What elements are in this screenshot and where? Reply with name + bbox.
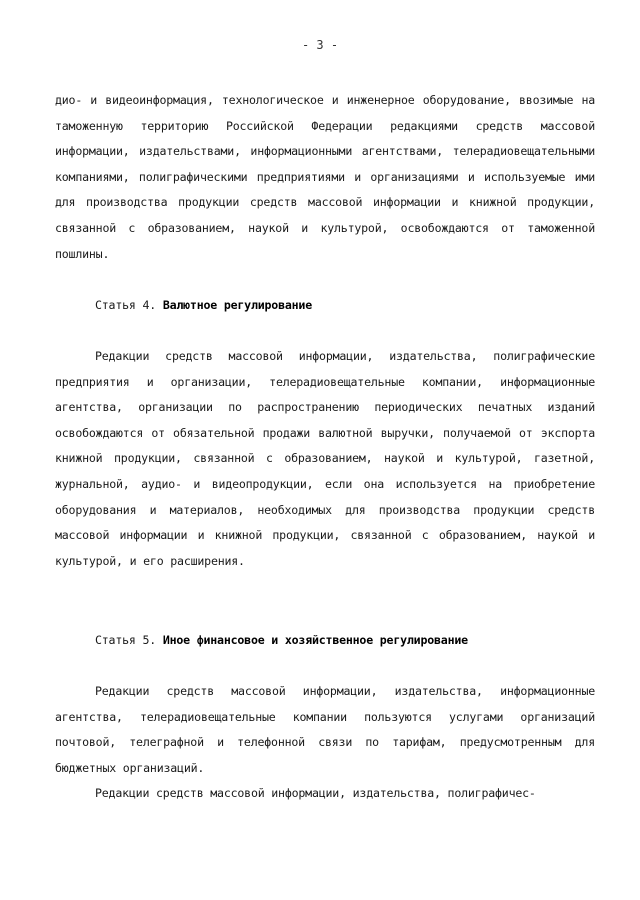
paragraph-text: Редакции средств массовой информации, издательства, полиграфические предприятия и организации, телерадиовещательные компании, информационные агентства, организации по распространению периодических печатных изданий освобождаются от обязательной продажи валютной выручки, получаемой от экспорта книжной продукции, связанной с образованием, наукой и культурой, газетной, журнальной, аудио- и видеопродукции, если она используется на приобретение оборудования и материалов, необходимых для производства продукции средств массовой информации и книжной продукции, связанной с образованием, наукой и культурой, и его расширения. [55,349,595,568]
article-4-heading [95,295,312,315]
paragraph-text: дио- и видеоинформация, технологическое и инженерное оборудование, ввозимые на таможенную территорию Российской Федерации редакциями средств массовой информации, издательствами, информационными агентствами, телерадиовещательными компаниями, полиграфическими предприятиями и организациями и используемые ими для производства продукции средств массовой информации и книжной продукции, связанной с образованием, наукой и культурой, освобождаются от таможенной пошлины. [55,93,595,261]
paragraph-customs-exemption [55,88,595,267]
paragraph-currency-exemption [55,344,595,574]
article-5-heading [95,630,468,650]
page-number: - 3 - [301,38,339,52]
paragraph-text: Редакции средств массовой информации, издательства, информационные агентства, телерадиовещательные компании пользуются услугами организаций почтовой, телеграфной и телефонной связи по тарифам, предусмотренным для бюджетных организаций. [55,684,595,775]
article-4-number: Статья 4. [95,298,157,312]
paragraph-communication-tariffs [55,679,595,781]
article-5-title: Иное финансовое и хозяйственное регулирование [162,633,468,647]
paragraph-text: Редакции средств массовой информации, издательства, полиграфичес- [95,786,536,800]
article-4-title: Валютное регулирование [162,298,312,312]
paragraph-continued [55,781,595,807]
article-5-number: Статья 5. [95,633,157,647]
